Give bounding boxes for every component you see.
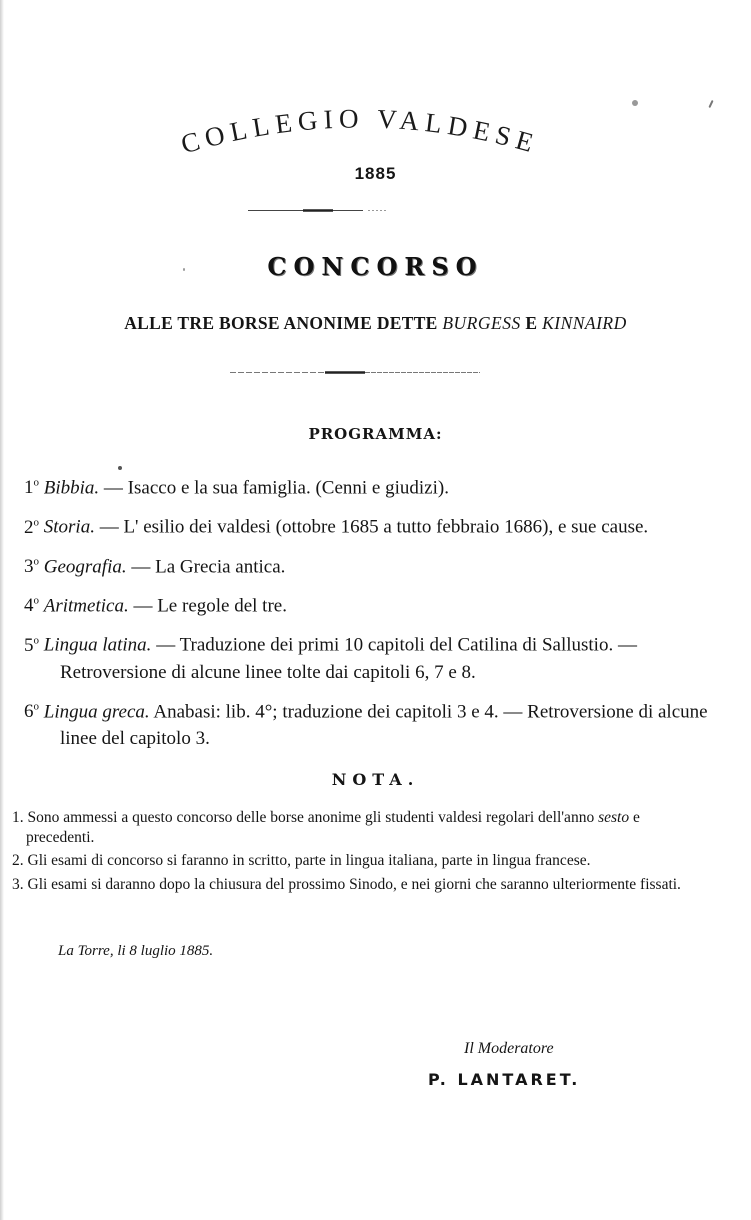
- item-text: — Traduzione dei primi 10 capitoli del Catilina di Sallustio. — Retroversione di alcune linee tolte dai capitoli 6, 7 e 8.: [60, 634, 637, 683]
- subtitle: [0, 313, 751, 334]
- scholarship-name-2: KINNAIRD: [542, 313, 627, 333]
- print-speck: [183, 268, 185, 271]
- ornament-rule-top: [248, 209, 388, 212]
- note-italic: sesto: [598, 809, 630, 826]
- item-subject: Storia.: [43, 516, 95, 538]
- year: 1885: [354, 164, 397, 183]
- item-subject: Bibbia.: [43, 477, 100, 499]
- svg-text:COLLEGIO VALDESE: [178, 103, 543, 159]
- institution-arc: [140, 95, 580, 175]
- print-speck: [118, 466, 122, 470]
- scholarship-name-1: BURGESS: [442, 313, 521, 333]
- item-number: 4$^o$: [24, 594, 39, 617]
- programma-item: [12, 549, 712, 580]
- programma-item: [12, 627, 712, 685]
- programma-heading: PROGRAMMA:: [308, 425, 443, 443]
- item-subject: Geografia.: [43, 555, 127, 577]
- print-speck: [632, 100, 638, 106]
- note-number: 3.: [12, 875, 24, 893]
- item-subject: Lingua greca.: [43, 700, 150, 722]
- item-text: — L' esilio dei valdesi (ottobre 1685 a tutto febbraio 1686), e sue cause.: [94, 516, 649, 538]
- note-text: Sono ammessi a questo concorso delle borse anonime gli studenti valdesi regolari dell'anno: [27, 809, 595, 826]
- item-text: — La Grecia antica.: [126, 555, 286, 577]
- item-number: 2$^o$: [24, 516, 39, 538]
- item-text: — Isacco e la sua famiglia. (Cenni e giudizi).: [99, 477, 449, 499]
- programma-item: [12, 470, 712, 501]
- programma-item: [12, 694, 712, 752]
- main-title: CONCORSO: [267, 252, 484, 281]
- ornament-rule-middle: [230, 371, 480, 374]
- nota-item: [8, 875, 708, 895]
- place-date: La Torre, li 8 luglio 1885.: [58, 943, 214, 959]
- item-text: — Le regole del tre.: [128, 595, 287, 617]
- print-speck: [708, 100, 713, 108]
- institution-name: COLLEGIO VALDESE: [177, 103, 543, 160]
- signatory-role: Il Moderatore: [464, 1040, 554, 1057]
- subtitle-conj: E: [525, 313, 538, 333]
- institution-title: [140, 95, 580, 175]
- signatory-name: P. LANTARET.: [428, 1070, 581, 1089]
- programma-list: [12, 470, 712, 760]
- programma-item: [12, 509, 712, 540]
- note-text: Gli esami di concorso si faranno in scritto, parte in lingua italiana, parte in lingua francese.: [27, 852, 591, 869]
- item-text: Anabasi: lib. 4°; traduzione dei capitoli 3 e 4. — Retroversione di alcune linee del capitolo 3.: [60, 700, 708, 749]
- nota-heading: NOTA.: [331, 770, 420, 789]
- item-subject: Aritmetica.: [43, 595, 129, 617]
- nota-item: [8, 808, 708, 847]
- item-number: 1$^o$: [24, 477, 39, 499]
- programma-item: [12, 588, 712, 619]
- nota-item: [8, 851, 708, 871]
- note-text-2: e precedenti.: [26, 809, 640, 846]
- item-number: 5$^o$: [24, 634, 39, 656]
- item-number: 3$^o$: [24, 555, 39, 577]
- item-subject: Lingua latina.: [43, 634, 152, 656]
- nota-list: [8, 808, 708, 898]
- note-text: Gli esami si daranno dopo la chiusura del prossimo Sinodo, e nei giorni che saranno ulteriormente fissati.: [27, 875, 681, 893]
- note-number: 1.: [12, 809, 24, 826]
- item-number: 6$^o$: [24, 700, 39, 722]
- subtitle-prefix: ALLE TRE BORSE ANONIME DETTE: [124, 313, 438, 333]
- note-number: 2.: [12, 852, 24, 869]
